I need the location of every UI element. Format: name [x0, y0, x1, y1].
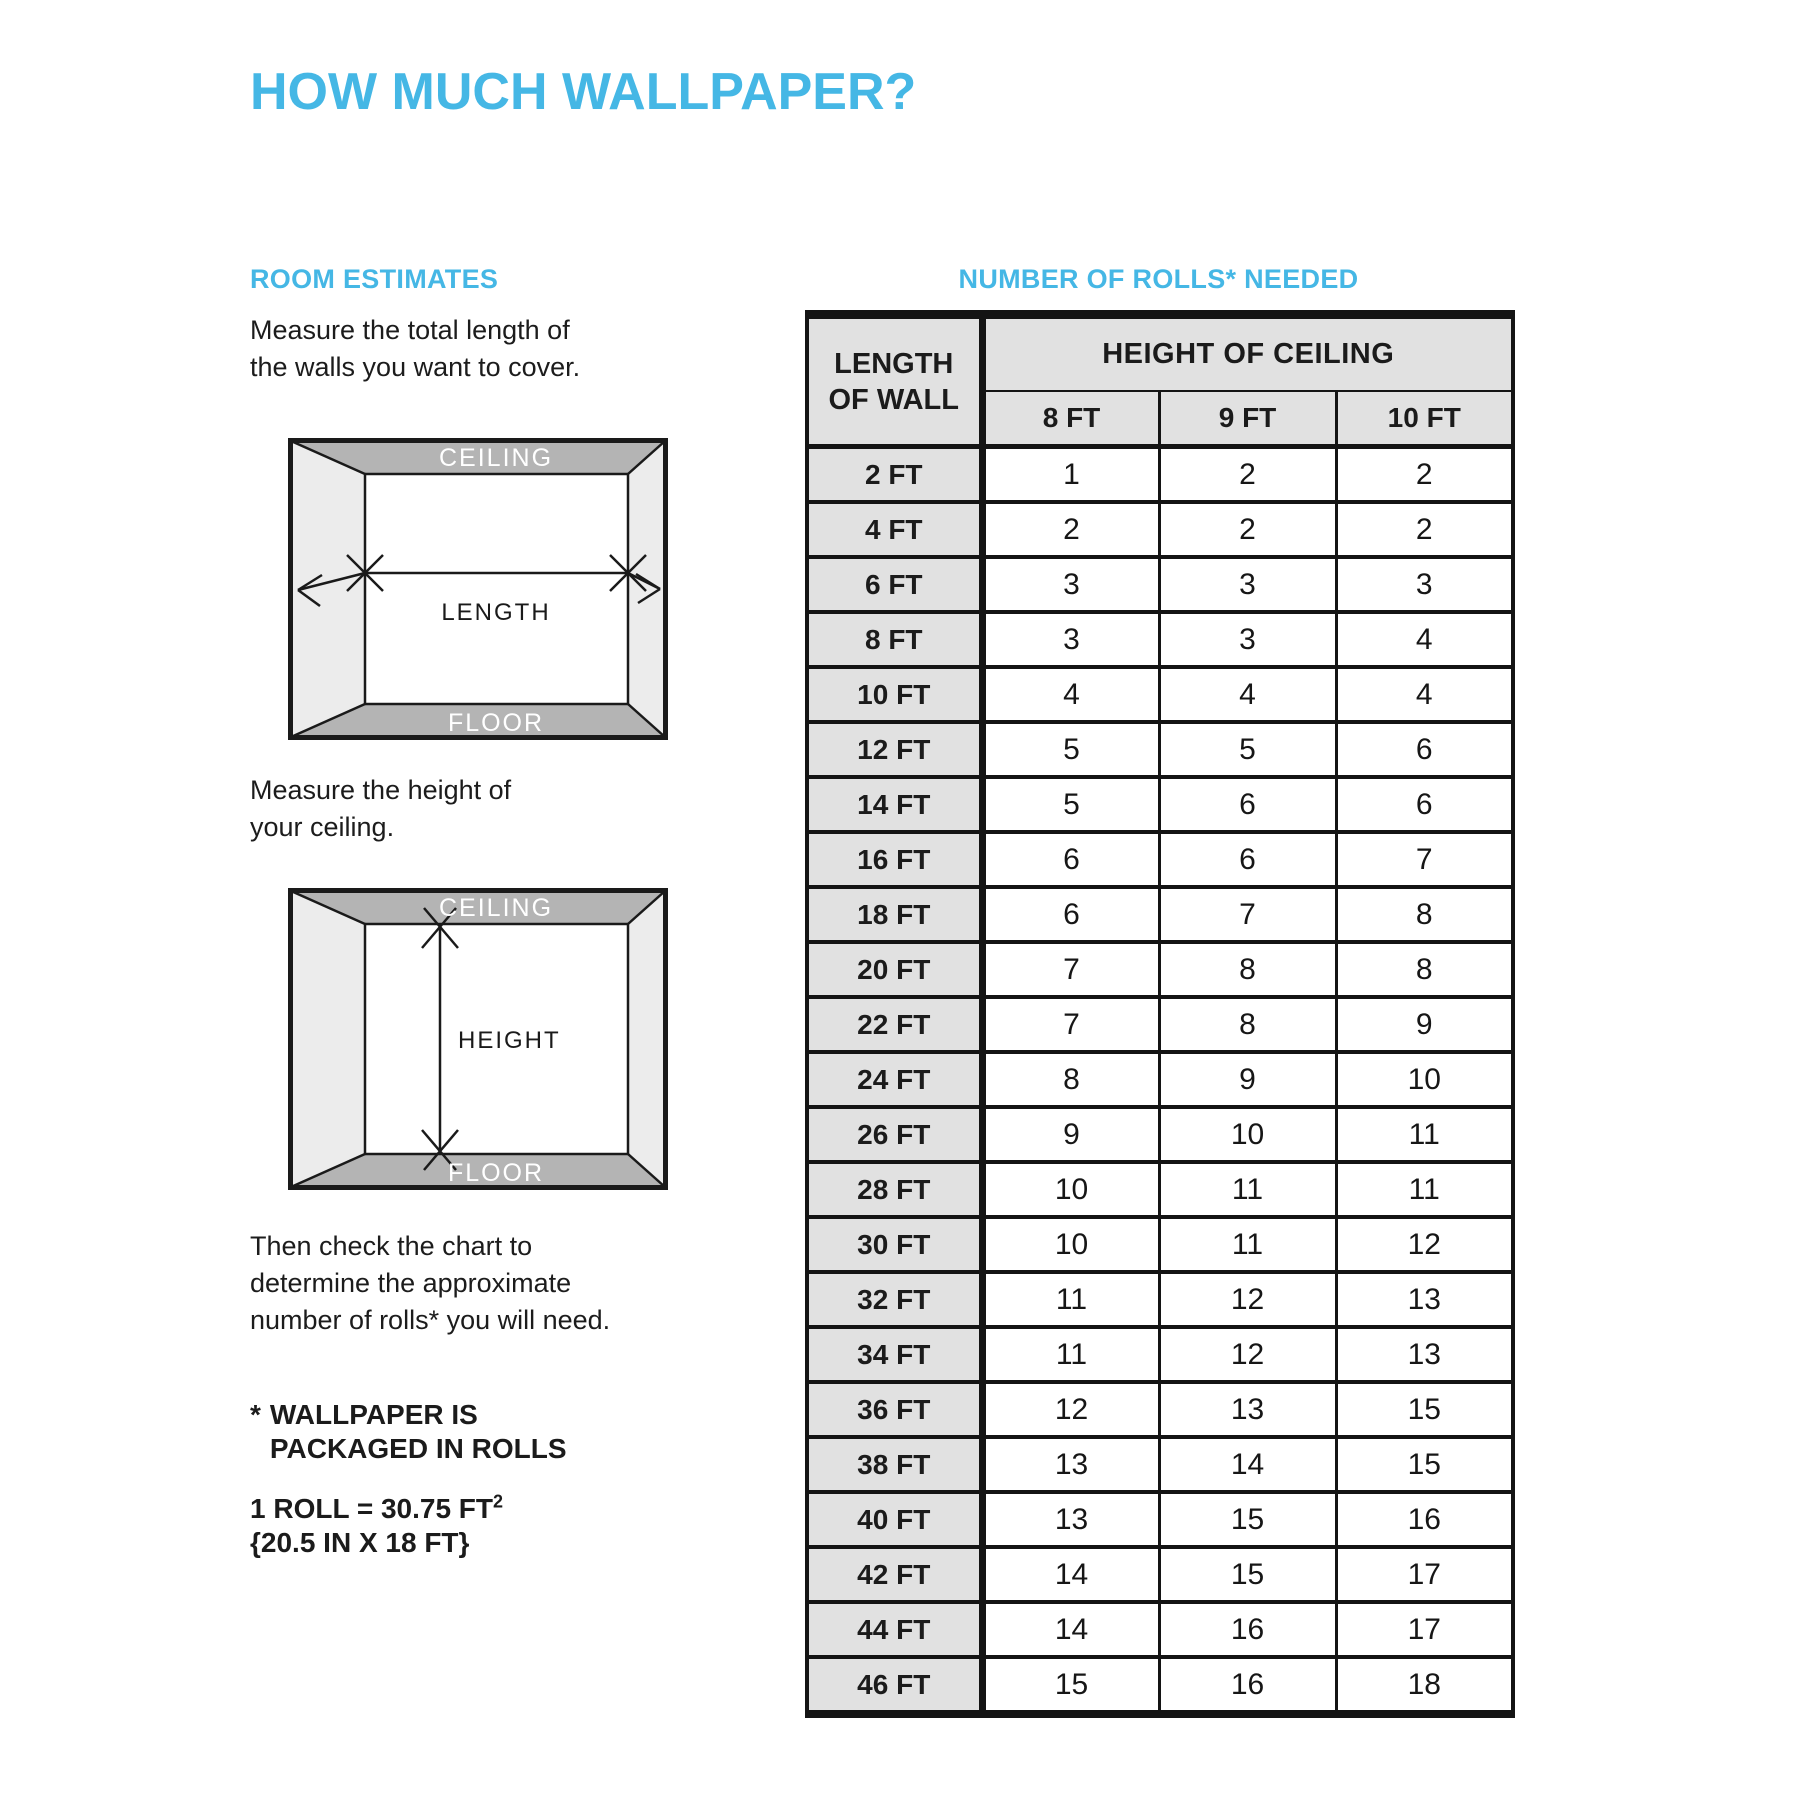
- room-height-diagram: [288, 888, 668, 1190]
- rolls-count-cell: 1: [982, 447, 1159, 503]
- rolls-count-cell: 4: [982, 667, 1159, 722]
- wall-length-cell: 4 FT: [807, 502, 982, 557]
- table-row: [807, 832, 1513, 887]
- rolls-count-cell: 16: [1159, 1602, 1336, 1657]
- rolls-count-cell: 11: [1336, 1162, 1513, 1217]
- table-row: [807, 1492, 1513, 1547]
- rolls-count-cell: 10: [982, 1162, 1159, 1217]
- wall-length-header: LENGTH OF WALL: [807, 315, 982, 447]
- wall-length-cell: 2 FT: [807, 447, 982, 503]
- rolls-count-cell: 6: [1159, 777, 1336, 832]
- superscript-2: 2: [493, 1491, 504, 1512]
- table-row: [807, 1382, 1513, 1437]
- rolls-count-cell: 3: [1336, 557, 1513, 612]
- ceiling-label: CEILING: [438, 444, 554, 472]
- rolls-count-cell: 3: [982, 612, 1159, 667]
- table-row: [807, 1162, 1513, 1217]
- rolls-needed-heading: NUMBER OF ROLLS* NEEDED: [958, 264, 1359, 294]
- instruction-line: the walls you want to cover.: [250, 352, 581, 382]
- floor-label: FLOOR: [447, 709, 545, 737]
- rolls-count-cell: 18: [1336, 1657, 1513, 1714]
- table-row: [807, 1602, 1513, 1657]
- rolls-count-cell: 8: [1159, 997, 1336, 1052]
- rolls-count-cell: 12: [1336, 1217, 1513, 1272]
- table-row: [807, 612, 1513, 667]
- rolls-count-cell: 2: [1159, 447, 1336, 503]
- room-length-diagram: [288, 438, 668, 740]
- table-row: [807, 777, 1513, 832]
- table-row: [807, 1327, 1513, 1382]
- table-row: [807, 722, 1513, 777]
- rolls-count-cell: 6: [1336, 722, 1513, 777]
- wall-length-cell: 10 FT: [807, 667, 982, 722]
- rolls-count-cell: 12: [982, 1382, 1159, 1437]
- rolls-count-cell: 14: [1159, 1437, 1336, 1492]
- wall-length-cell: 26 FT: [807, 1107, 982, 1162]
- wall-length-cell: 34 FT: [807, 1327, 982, 1382]
- rolls-count-cell: 2: [1336, 502, 1513, 557]
- ceiling-9ft-header: 9 FT: [1159, 391, 1336, 447]
- ceiling-label: CEILING: [438, 894, 554, 922]
- rolls-count-cell: 11: [982, 1327, 1159, 1382]
- rolls-count-cell: 7: [1159, 887, 1336, 942]
- rolls-count-cell: 11: [1159, 1217, 1336, 1272]
- wall-length-cell: 40 FT: [807, 1492, 982, 1547]
- table-row: [807, 1547, 1513, 1602]
- rolls-count-cell: 4: [1336, 612, 1513, 667]
- table-row: [807, 1437, 1513, 1492]
- rolls-count-cell: 16: [1336, 1492, 1513, 1547]
- rolls-table: [805, 310, 1515, 1718]
- rolls-count-cell: 6: [982, 887, 1159, 942]
- rolls-count-cell: 3: [1159, 557, 1336, 612]
- rolls-count-cell: 14: [982, 1602, 1159, 1657]
- rolls-count-cell: 13: [1159, 1382, 1336, 1437]
- table-row: [807, 667, 1513, 722]
- rolls-count-cell: 2: [1336, 447, 1513, 503]
- instruction-line: Then check the chart to: [250, 1231, 533, 1261]
- rolls-count-cell: 4: [1159, 667, 1336, 722]
- rolls-count-cell: 8: [1159, 942, 1336, 997]
- rolls-count-cell: 6: [1159, 832, 1336, 887]
- table-row: [807, 1107, 1513, 1162]
- rolls-count-cell: 5: [982, 777, 1159, 832]
- rolls-count-cell: 7: [982, 997, 1159, 1052]
- rolls-count-cell: 7: [982, 942, 1159, 997]
- ceiling-height-header: HEIGHT OF CEILING: [982, 315, 1513, 392]
- wall-length-cell: 16 FT: [807, 832, 982, 887]
- footnote-line: PACKAGED IN ROLLS: [269, 1433, 567, 1464]
- rolls-count-cell: 17: [1336, 1602, 1513, 1657]
- table-row: [807, 1052, 1513, 1107]
- rolls-count-cell: 10: [1159, 1107, 1336, 1162]
- wall-length-cell: 42 FT: [807, 1547, 982, 1602]
- rolls-count-cell: 6: [982, 832, 1159, 887]
- wall-length-cell: 22 FT: [807, 997, 982, 1052]
- rolls-count-cell: 16: [1159, 1657, 1336, 1714]
- rolls-count-cell: 15: [982, 1657, 1159, 1714]
- instruction-measure-height: [250, 772, 511, 846]
- rolls-count-cell: 9: [982, 1107, 1159, 1162]
- table-row: [807, 887, 1513, 942]
- rolls-count-cell: 9: [1336, 997, 1513, 1052]
- wall-length-cell: 6 FT: [807, 557, 982, 612]
- rolls-count-cell: 13: [1336, 1272, 1513, 1327]
- wall-length-cell: 38 FT: [807, 1437, 982, 1492]
- rolls-count-cell: 15: [1159, 1492, 1336, 1547]
- rolls-count-cell: 8: [1336, 887, 1513, 942]
- floor-label: FLOOR: [447, 1159, 545, 1187]
- table-header-row: [807, 315, 1513, 392]
- wall-length-cell: 28 FT: [807, 1162, 982, 1217]
- rolls-count-cell: 13: [1336, 1327, 1513, 1382]
- rolls-count-cell: 13: [982, 1492, 1159, 1547]
- rolls-count-cell: 6: [1336, 777, 1513, 832]
- roll-spec: [250, 1492, 503, 1560]
- table-row: [807, 942, 1513, 997]
- rolls-count-cell: 5: [982, 722, 1159, 777]
- table-row: [807, 1657, 1513, 1714]
- asterisk: *: [250, 1399, 261, 1430]
- rolls-count-cell: 12: [1159, 1272, 1336, 1327]
- wall-length-cell: 32 FT: [807, 1272, 982, 1327]
- rolls-count-cell: 12: [1159, 1327, 1336, 1382]
- rolls-count-cell: 14: [982, 1547, 1159, 1602]
- rolls-count-cell: 7: [1336, 832, 1513, 887]
- room-estimates-heading: ROOM ESTIMATES: [250, 264, 499, 294]
- rolls-count-cell: 3: [1159, 612, 1336, 667]
- rolls-count-cell: 2: [982, 502, 1159, 557]
- rolls-count-cell: 10: [982, 1217, 1159, 1272]
- table-row: [807, 1217, 1513, 1272]
- instruction-measure-length: [250, 312, 580, 386]
- wall-length-cell: 24 FT: [807, 1052, 982, 1107]
- roll-dimensions-spec: {20.5 IN X 18 FT}: [250, 1527, 470, 1558]
- table-row: [807, 1272, 1513, 1327]
- rolls-count-cell: 15: [1336, 1382, 1513, 1437]
- footnote-line: WALLPAPER IS: [269, 1399, 478, 1430]
- rolls-count-cell: 11: [1159, 1162, 1336, 1217]
- instruction-line: Measure the total length of: [250, 315, 570, 345]
- table-row: [807, 557, 1513, 612]
- wall-length-cell: 14 FT: [807, 777, 982, 832]
- ceiling-8ft-header: 8 FT: [982, 391, 1159, 447]
- wall-length-cell: 36 FT: [807, 1382, 982, 1437]
- rolls-count-cell: 10: [1336, 1052, 1513, 1107]
- wall-length-cell: 20 FT: [807, 942, 982, 997]
- rolls-count-cell: 8: [982, 1052, 1159, 1107]
- rolls-count-cell: 15: [1336, 1437, 1513, 1492]
- length-label: LENGTH: [441, 599, 551, 626]
- wall-length-cell: 8 FT: [807, 612, 982, 667]
- instruction-line: number of rolls* you will need.: [250, 1305, 611, 1335]
- rolls-footnote: [250, 1398, 567, 1466]
- wall-length-cell: 30 FT: [807, 1217, 982, 1272]
- rolls-count-cell: 13: [982, 1437, 1159, 1492]
- rolls-count-cell: 9: [1159, 1052, 1336, 1107]
- right-wall-surface: [628, 891, 665, 1187]
- wall-length-cell: 46 FT: [807, 1657, 982, 1714]
- wall-length-cell: 44 FT: [807, 1602, 982, 1657]
- rolls-count-cell: 15: [1159, 1547, 1336, 1602]
- left-wall-surface: [291, 891, 365, 1187]
- instruction-line: your ceiling.: [250, 812, 395, 842]
- table-row: [807, 502, 1513, 557]
- page-title: HOW MUCH WALLPAPER?: [250, 63, 917, 121]
- table-row: [807, 997, 1513, 1052]
- wall-length-cell: 18 FT: [807, 887, 982, 942]
- rolls-count-cell: 11: [1336, 1107, 1513, 1162]
- rolls-count-cell: 2: [1159, 502, 1336, 557]
- rolls-count-cell: 4: [1336, 667, 1513, 722]
- rolls-count-cell: 11: [982, 1272, 1159, 1327]
- instruction-line: determine the approximate: [250, 1268, 572, 1298]
- instruction-line: Measure the height of: [250, 775, 512, 805]
- wall-length-cell: 12 FT: [807, 722, 982, 777]
- rolls-count-cell: 8: [1336, 942, 1513, 997]
- instruction-check-chart: [250, 1228, 610, 1339]
- table-row: [807, 447, 1513, 503]
- height-label: HEIGHT: [458, 1027, 561, 1054]
- rolls-count-cell: 5: [1159, 722, 1336, 777]
- roll-area-spec: 1 ROLL = 30.75 $FT^2$: [250, 1491, 504, 1524]
- ceiling-10ft-header: 10 FT: [1336, 391, 1513, 447]
- rolls-count-cell: 3: [982, 557, 1159, 612]
- rolls-count-cell: 17: [1336, 1547, 1513, 1602]
